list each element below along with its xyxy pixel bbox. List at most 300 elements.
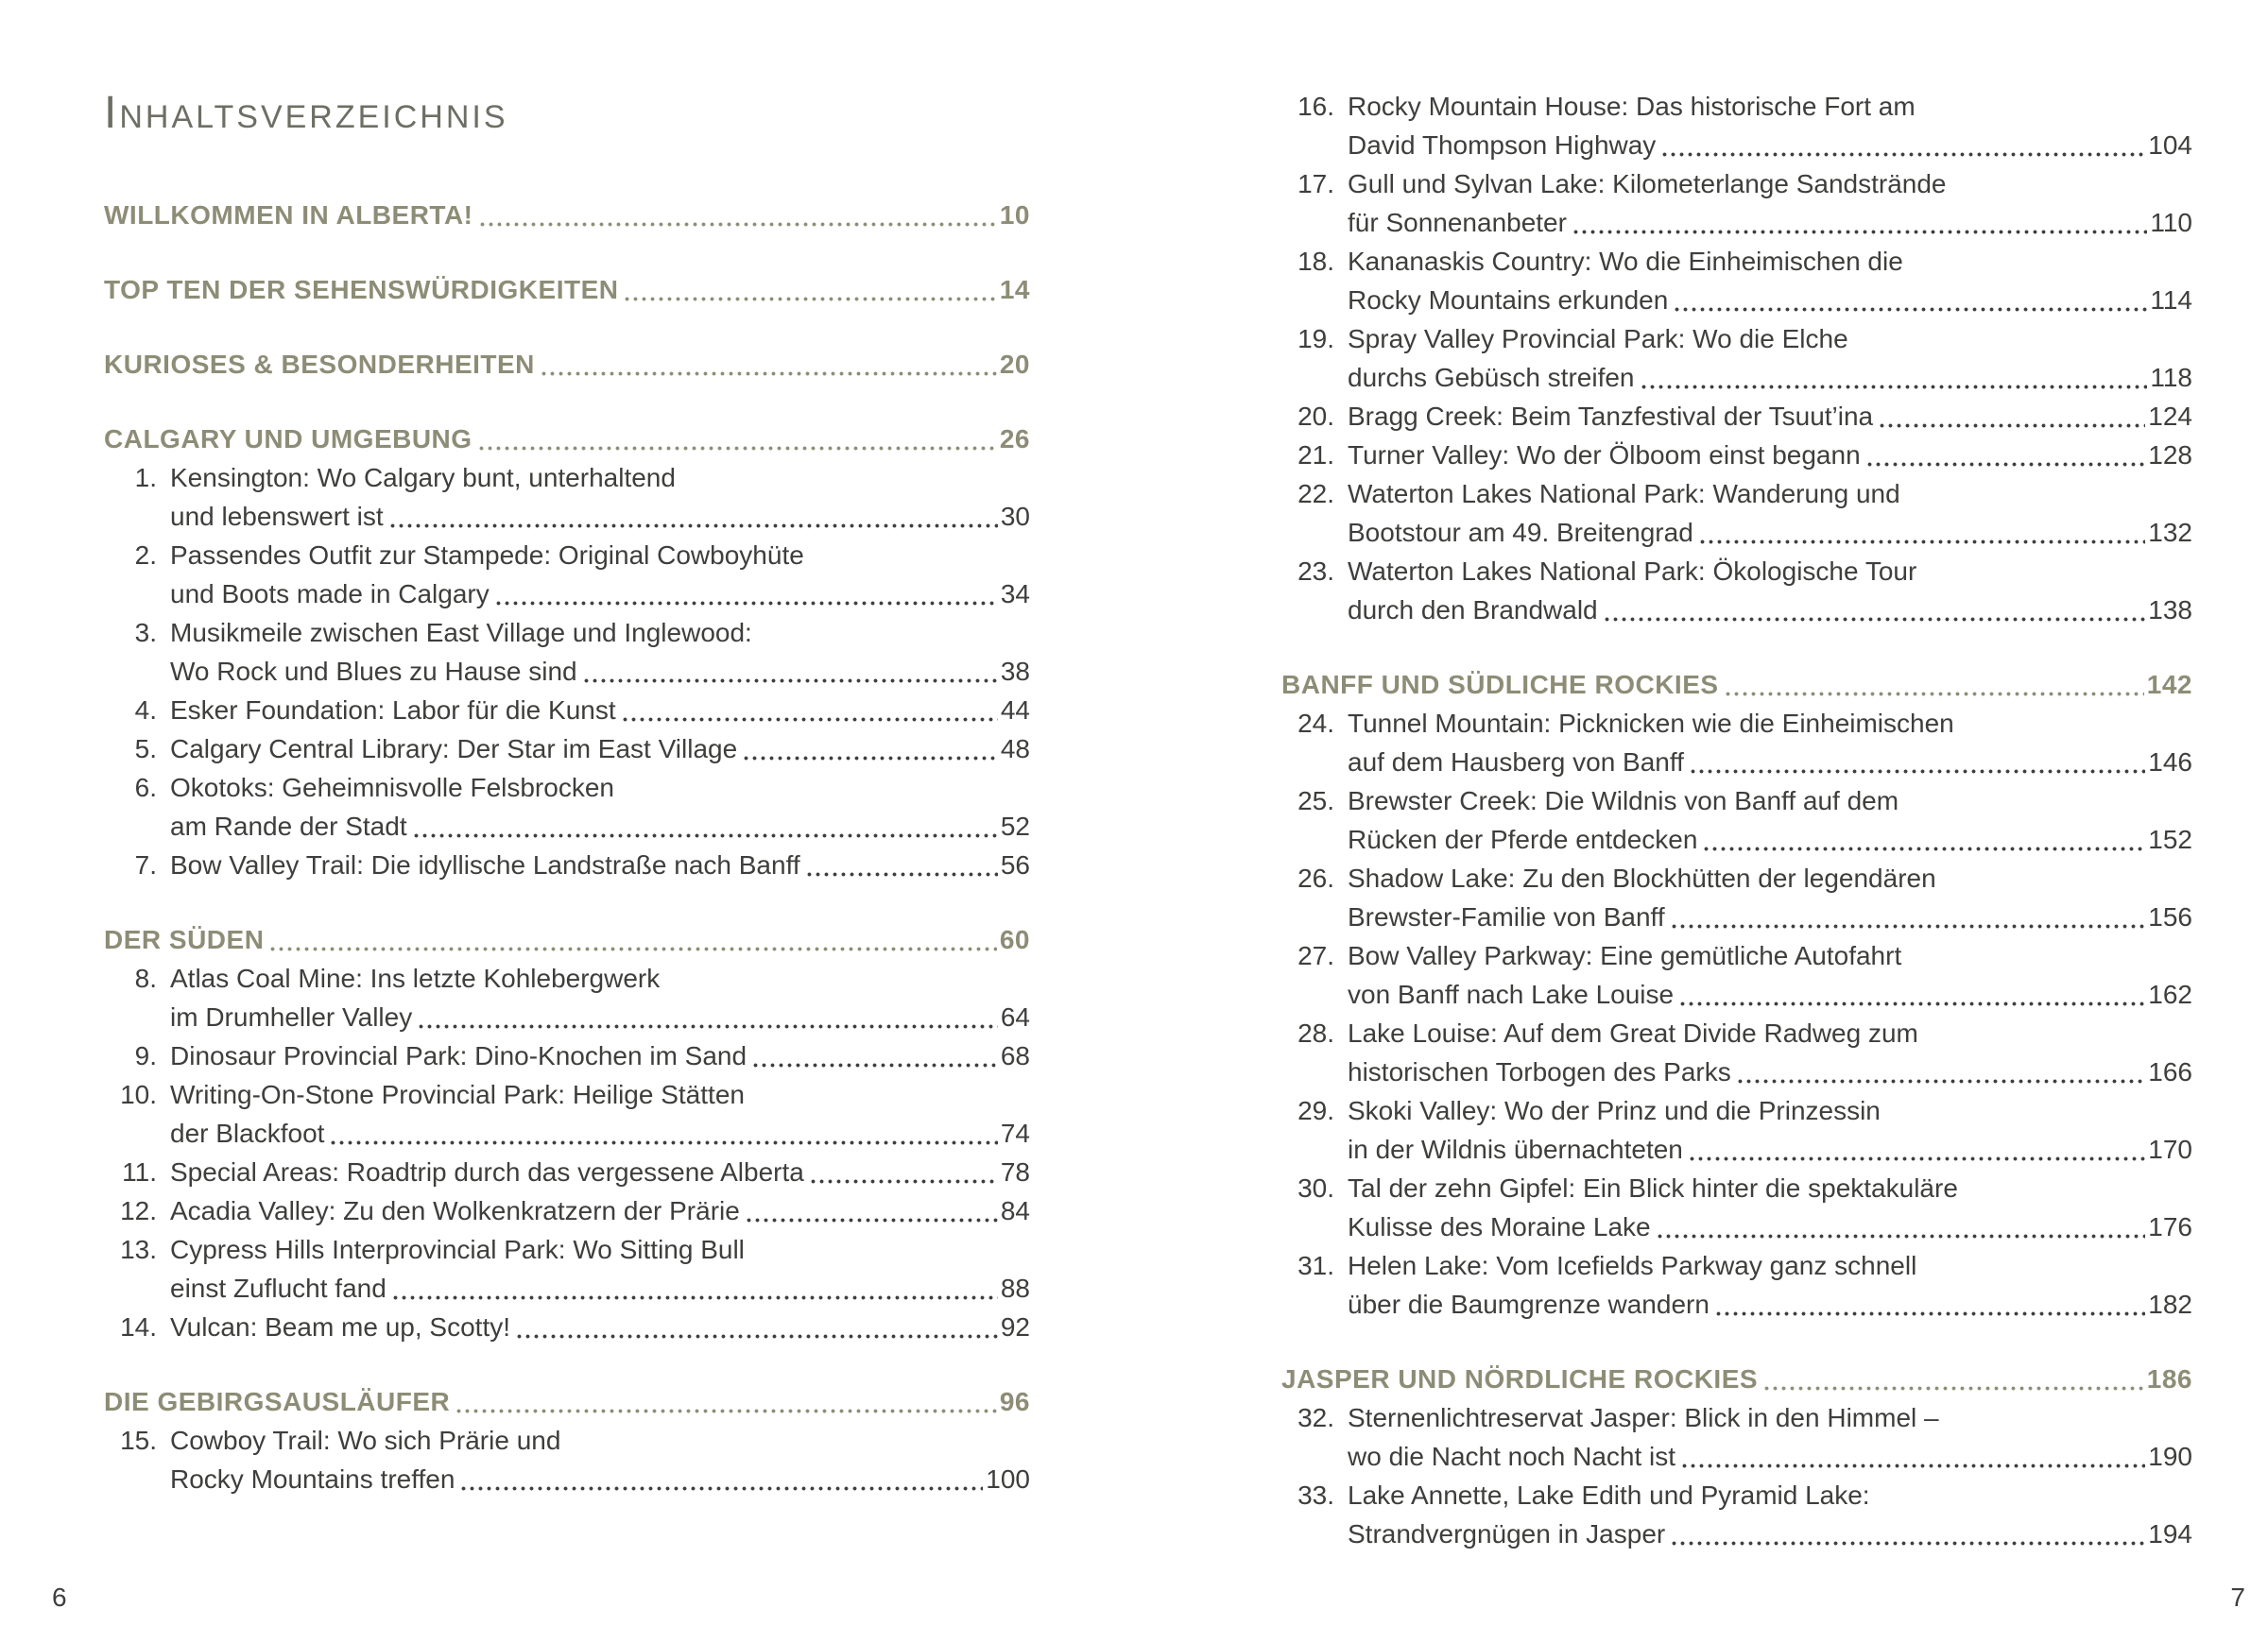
entry-lines [170,1308,1030,1346]
leader-dots [1880,423,2145,428]
entry-text: Tunnel Mountain: Picknicken wie die Einheimischen [1348,709,1954,738]
entry-page-number: 190 [2148,1442,2192,1471]
entry-lines [170,1230,1030,1308]
entry-text: Brewster Creek: Die Wildnis von Banff auf dem [1348,786,1899,815]
entry-last-line [1348,126,2192,164]
entry-text: und Boots made in Calgary [170,579,490,608]
toc-page-right [1134,0,2268,1626]
entry-text: Atlas Coal Mine: Ins letzte Kohlebergwerk [170,964,661,993]
toc-entry [1281,1169,2192,1246]
entry-text: Turner Valley: Wo der Ölboom einst begann [1348,440,1861,470]
section-heading [104,920,1030,959]
toc-entry [1281,1091,2192,1169]
entry-text: Helen Lake: Vom Icefields Parkway ganz schnell [1348,1251,1917,1280]
entry-last-line [170,652,1030,691]
entry-number: 33. [1297,1481,1334,1510]
entry-lines [1348,1091,2192,1169]
toc-block [104,345,1030,384]
entry-line [1348,319,2192,358]
entry-text: Musikmeile zwischen East Village und Inglewood: [170,618,752,647]
entry-page-number: 128 [2148,440,2192,470]
entry-lines [170,1036,1030,1075]
entry-number: 5. [134,734,157,763]
toc-block [104,196,1030,234]
toc-entry [1281,781,2192,859]
section-page-number: 14 [999,275,1030,304]
entry-line [1348,1169,2192,1207]
leader-dots [461,1486,983,1491]
entry-text: Rocky Mountain House: Das historische Fort am [1348,92,1916,121]
entry-line [170,1421,1030,1460]
entry-last-line [170,846,1030,884]
section-heading [1281,1360,2192,1398]
leader-dots [1672,1541,2145,1546]
toc-entry [104,458,1030,536]
section-heading [1281,665,2192,704]
entry-text: Vulcan: Beam me up, Scotty! [170,1312,511,1342]
toc-entry [104,768,1030,846]
section-heading [104,1382,1030,1421]
entry-page-number: 52 [1000,812,1030,841]
entry-text: Skoki Valley: Wo der Prinz und die Prinzessin [1348,1096,1881,1125]
entry-text: Tal der zehn Gipfel: Ein Blick hinter die spektakuläre [1348,1173,1958,1203]
entry-text: für Sonnenanbeter [1348,208,1567,237]
toc-entry [1281,1398,2192,1476]
entry-page-number: 30 [1000,502,1030,531]
section-label: KURIOSES & BESONDERHEITEN [104,350,535,379]
entry-last-line [1348,1285,2192,1324]
entry-line [1348,1014,2192,1053]
entry-number: 8. [134,964,157,993]
toc-entry [104,691,1030,729]
entry-last-line [1348,203,2192,242]
entry-line [170,1075,1030,1114]
entry-text: Kensington: Wo Calgary bunt, unterhaltend [170,463,676,492]
entry-last-line [170,1308,1030,1346]
leader-dots [390,523,998,528]
leader-dots [753,1063,998,1068]
entry-text: Lake Annette, Lake Edith und Pyramid Lake: [1348,1481,1870,1510]
entry-page-number: 166 [2148,1057,2192,1087]
entry-text: im Drumheller Valley [170,1002,413,1032]
entry-number: 29. [1297,1096,1334,1125]
entry-page-number: 118 [2150,363,2192,392]
entry-text: von Banff nach Lake Louise [1348,980,1675,1009]
entry-lines [170,768,1030,846]
leader-dots [1675,307,2147,312]
entry-page-number: 64 [1000,1002,1030,1032]
entry-lines [1348,242,2192,319]
entry-lines [170,1153,1030,1191]
entry-page-number: 152 [2148,825,2192,854]
entry-text: der Blackfoot [170,1119,325,1148]
entry-page-number: 48 [1000,734,1030,763]
entry-number: 12. [120,1196,157,1225]
entry-page-number: 146 [2148,747,2192,777]
entry-page-number: 44 [1000,695,1030,725]
entry-text: Strandvergnügen in Jasper [1348,1519,1666,1549]
entry-lines [1348,319,2192,397]
entry-last-line [170,1460,1030,1498]
entry-page-number: 114 [2150,285,2192,315]
entry-page-number: 156 [2148,902,2192,932]
leader-dots [1738,1079,2146,1084]
entry-line [1348,474,2192,513]
leader-dots [1672,924,2146,929]
entry-lines [1348,164,2192,242]
entry-number: 7. [134,850,157,880]
leader-dots [625,297,996,301]
toc-block [104,419,1030,884]
entry-last-line [170,1269,1030,1308]
toc-column-left [104,196,1030,1498]
entry-text: Waterton Lakes National Park: Wanderung und [1348,479,1900,508]
toc-block [104,920,1030,1346]
section-heading [104,196,1030,234]
entry-text: Shadow Lake: Zu den Blockhütten der legendären [1348,864,1936,893]
entry-number: 22. [1297,479,1334,508]
entry-text: Rocky Mountains erkunden [1348,285,1669,315]
leader-dots [1680,1001,2145,1006]
entry-page-number: 110 [2150,208,2192,237]
entry-number: 28. [1297,1018,1334,1048]
entry-lines [1348,1398,2192,1476]
entry-number: 1. [134,463,157,492]
entry-lines [1348,436,2192,474]
entry-last-line [170,729,1030,768]
entry-page-number: 132 [2148,518,2192,547]
entry-page-number: 162 [2148,980,2192,1009]
entry-text: Bow Valley Parkway: Eine gemütliche Autofahrt [1348,941,1902,970]
section-label: TOP TEN DER SEHENSWÜRDIGKEITEN [104,275,619,304]
toc-entry [104,1421,1030,1498]
entry-text: Writing-On-Stone Provincial Park: Heilige Stätten [170,1080,745,1109]
entry-lines [1348,1014,2192,1091]
entry-page-number: 104 [2148,130,2192,160]
leader-dots [1690,1156,2145,1161]
entry-line [1348,164,2192,203]
leader-dots [1573,230,2147,234]
entry-last-line [170,807,1030,846]
entry-line [1348,552,2192,590]
section-page-number: 26 [999,424,1030,454]
entry-line [170,768,1030,807]
entry-number: 6. [134,773,157,802]
entry-text: Passendes Outfit zur Stampede: Original Cowboyhüte [170,540,804,570]
toc-entry [104,846,1030,884]
section-label: BANFF UND SÜDLICHE ROCKIES [1281,670,1719,699]
toc-entry [1281,704,2192,781]
entry-lines [170,846,1030,884]
entry-lines [1348,1169,2192,1246]
entry-lines [1348,1476,2192,1553]
leader-dots [1658,1234,2146,1239]
section-label: JASPER UND NÖRDLICHE ROCKIES [1281,1364,1759,1394]
leader-dots [393,1295,998,1300]
entry-number: 17. [1297,169,1334,198]
section-label: WILLKOMMEN IN ALBERTA! [104,200,473,230]
section-heading [104,345,1030,384]
entry-page-number: 84 [1000,1196,1030,1225]
entry-text: Bootstour am 49. Breitengrad [1348,518,1693,547]
entry-lines [170,458,1030,536]
section-page-number: 60 [999,925,1030,954]
entry-text: einst Zuflucht fand [170,1274,387,1303]
entry-lines [170,1191,1030,1230]
leader-dots [1764,1386,2144,1391]
toc-entry [1281,474,2192,552]
toc-block [1281,665,2192,1324]
leader-dots [807,872,998,877]
toc-entry [1281,1014,2192,1091]
entry-text: Dinosaur Provincial Park: Dino-Knochen im Sand [170,1041,747,1070]
toc-entry [104,1308,1030,1346]
entry-page-number: 194 [2148,1519,2192,1549]
entry-last-line [1348,281,2192,319]
entry-last-line [1348,590,2192,629]
entry-page-number: 34 [1000,579,1030,608]
entry-last-line [1348,1053,2192,1091]
section-page-number: 96 [999,1387,1030,1416]
section-page-number: 186 [2146,1364,2192,1394]
entry-text: Cowboy Trail: Wo sich Prärie und [170,1426,561,1455]
toc-block [104,1382,1030,1498]
entry-lines [170,1075,1030,1153]
entry-line [1348,781,2192,820]
entry-line [170,536,1030,574]
leader-dots [1641,385,2148,389]
entry-text: Calgary Central Library: Der Star im East Village [170,734,738,763]
entry-text: Okotoks: Geheimnisvolle Felsbrocken [170,773,614,802]
entry-number: 18. [1297,247,1334,276]
section-heading [104,270,1030,309]
entry-text: wo die Nacht noch Nacht ist [1348,1442,1676,1471]
page-number-right: 7 [2230,1583,2245,1612]
entry-lines [1348,859,2192,936]
entry-number: 13. [120,1235,157,1264]
entry-number: 25. [1297,786,1334,815]
section-label: CALGARY UND UMGEBUNG [104,424,472,454]
entry-number: 21. [1297,440,1334,470]
leader-dots [479,446,997,451]
entry-number: 11. [122,1157,157,1187]
leader-dots [414,833,998,838]
entry-lines [1348,936,2192,1014]
entry-line [170,613,1030,652]
entry-last-line [170,1036,1030,1075]
entry-text: und lebenswert ist [170,502,384,531]
entry-text: durchs Gebüsch streifen [1348,363,1635,392]
entry-text: Special Areas: Roadtrip durch das vergessene Alberta [170,1157,804,1187]
entry-lines [170,959,1030,1036]
entry-page-number: 182 [2148,1290,2192,1319]
toc-entry [1281,242,2192,319]
entry-text: Kulisse des Moraine Lake [1348,1212,1651,1241]
entry-text: über die Baumgrenze wandern [1348,1290,1710,1319]
entry-line [1348,1246,2192,1285]
toc-entry [1281,936,2192,1014]
entry-line [170,1230,1030,1269]
entry-page-number: 100 [986,1464,1030,1494]
entry-text: am Rande der Stadt [170,812,407,841]
entry-lines [1348,397,2192,436]
entry-text: durch den Brandwald [1348,595,1598,625]
entry-last-line [1348,743,2192,781]
entry-text: Bow Valley Trail: Die idyllische Landstraße nach Banff [170,850,800,880]
section-heading [104,419,1030,458]
entry-text: Spray Valley Provincial Park: Wo die Elche [1348,324,1848,353]
section-page-number: 10 [999,200,1030,230]
toc-entry [104,1036,1030,1075]
leader-dots [480,222,997,227]
toc-entry [1281,1476,2192,1553]
entry-number: 20. [1297,402,1334,431]
leader-dots [744,756,998,761]
entry-last-line [170,574,1030,613]
entry-text: auf dem Hausberg von Banff [1348,747,1684,777]
entry-text: David Thompson Highway [1348,130,1657,160]
leader-dots [331,1140,997,1145]
toc-entry [1281,1246,2192,1324]
entry-text: Bragg Creek: Beim Tanzfestival der Tsuut’ina [1348,402,1874,431]
entry-number: 31. [1297,1251,1334,1280]
entry-lines [170,691,1030,729]
entry-text: in der Wildnis übernachteten [1348,1135,1683,1164]
leader-dots [1682,1463,2145,1468]
entry-page-number: 92 [1000,1312,1030,1342]
entry-lines [1348,87,2192,164]
entry-text: Kananaskis Country: Wo die Einheimischen die [1348,247,1903,276]
toc-entry [1281,319,2192,397]
leader-dots [1867,462,2146,467]
leader-dots [456,1409,997,1413]
entry-line [1348,1091,2192,1130]
leader-dots [623,717,998,722]
entry-lines [170,729,1030,768]
toc-entry [104,1191,1030,1230]
entry-number: 2. [134,540,157,570]
toc-block [104,270,1030,309]
entry-last-line [170,998,1030,1036]
entry-line [170,959,1030,998]
entry-text: Rocky Mountains treffen [170,1464,455,1494]
entry-last-line [1348,358,2192,397]
toc-entry [1281,859,2192,936]
entry-number: 23. [1297,556,1334,586]
leader-dots [1605,617,2146,622]
page-number-left: 6 [52,1583,67,1612]
page-title: Inhaltsverzeichnis [104,88,508,138]
section-label: DER SÜDEN [104,925,265,954]
entry-lines [1348,781,2192,859]
entry-page-number: 68 [1000,1041,1030,1070]
entry-text: Rücken der Pferde entdecken [1348,825,1698,854]
entry-text: Esker Foundation: Labor für die Kunst [170,695,616,725]
leader-dots [517,1334,998,1339]
entry-last-line [1348,1207,2192,1246]
leader-dots [1700,539,2146,544]
leader-dots [747,1218,998,1223]
leader-dots [419,1024,998,1029]
entry-last-line [1348,1437,2192,1476]
toc-entry [104,536,1030,613]
entry-page-number: 124 [2148,402,2192,431]
toc-entry [104,729,1030,768]
toc-column-right [1281,87,2192,1553]
leader-dots [270,947,996,951]
toc-entry [104,613,1030,691]
entry-text: Brewster-Familie von Banff [1348,902,1665,932]
entry-lines [170,536,1030,613]
entry-line [1348,87,2192,126]
toc-entry [1281,397,2192,436]
entry-lines [170,1421,1030,1498]
leader-dots [1691,769,2145,774]
entry-page-number: 170 [2148,1135,2192,1164]
entry-lines [1348,704,2192,781]
entry-line [170,458,1030,497]
entry-text: Acadia Valley: Zu den Wolkenkratzern der Prärie [170,1196,740,1225]
section-page-number: 142 [2146,670,2192,699]
leader-dots [496,601,998,606]
entry-last-line [1348,513,2192,552]
entry-last-line [170,691,1030,729]
leader-dots [584,678,998,683]
entry-text: Cypress Hills Interprovincial Park: Wo Sitting Bull [170,1235,745,1264]
entry-line [1348,242,2192,281]
entry-lines [1348,552,2192,629]
entry-number: 15. [120,1426,157,1455]
entry-number: 32. [1297,1403,1334,1432]
toc-entry [1281,87,2192,164]
entry-lines [1348,474,2192,552]
entry-last-line [1348,1130,2192,1169]
entry-text: Sternenlichtreservat Jasper: Blick in den Himmel – [1348,1403,1939,1432]
entry-page-number: 38 [1000,657,1030,686]
toc-block [1281,1360,2192,1553]
entry-text: Gull und Sylvan Lake: Kilometerlange Sandstrände [1348,169,1947,198]
entry-number: 26. [1297,864,1334,893]
entry-page-number: 88 [1000,1274,1030,1303]
entry-number: 4. [134,695,157,725]
entry-last-line [170,1153,1030,1191]
entry-number: 19. [1297,324,1334,353]
leader-dots [541,371,997,376]
entry-line [1348,1398,2192,1437]
entry-number: 30. [1297,1173,1334,1203]
entry-page-number: 56 [1000,850,1030,880]
entry-last-line [170,497,1030,536]
entry-page-number: 176 [2148,1212,2192,1241]
entry-last-line [1348,820,2192,859]
toc-entry [1281,552,2192,629]
leader-dots [1662,152,2145,157]
toc-entry [1281,164,2192,242]
entry-lines [1348,1246,2192,1324]
toc-block [1281,87,2192,629]
entry-last-line [1348,975,2192,1014]
entry-number: 10. [120,1080,157,1109]
entry-last-line [170,1114,1030,1153]
entry-number: 3. [134,618,157,647]
entry-number: 24. [1297,709,1334,738]
entry-last-line [170,1191,1030,1230]
entry-last-line [1348,898,2192,936]
entry-number: 9. [134,1041,157,1070]
toc-entry [104,1230,1030,1308]
entry-number: 27. [1297,941,1334,970]
leader-dots [1726,692,2144,696]
